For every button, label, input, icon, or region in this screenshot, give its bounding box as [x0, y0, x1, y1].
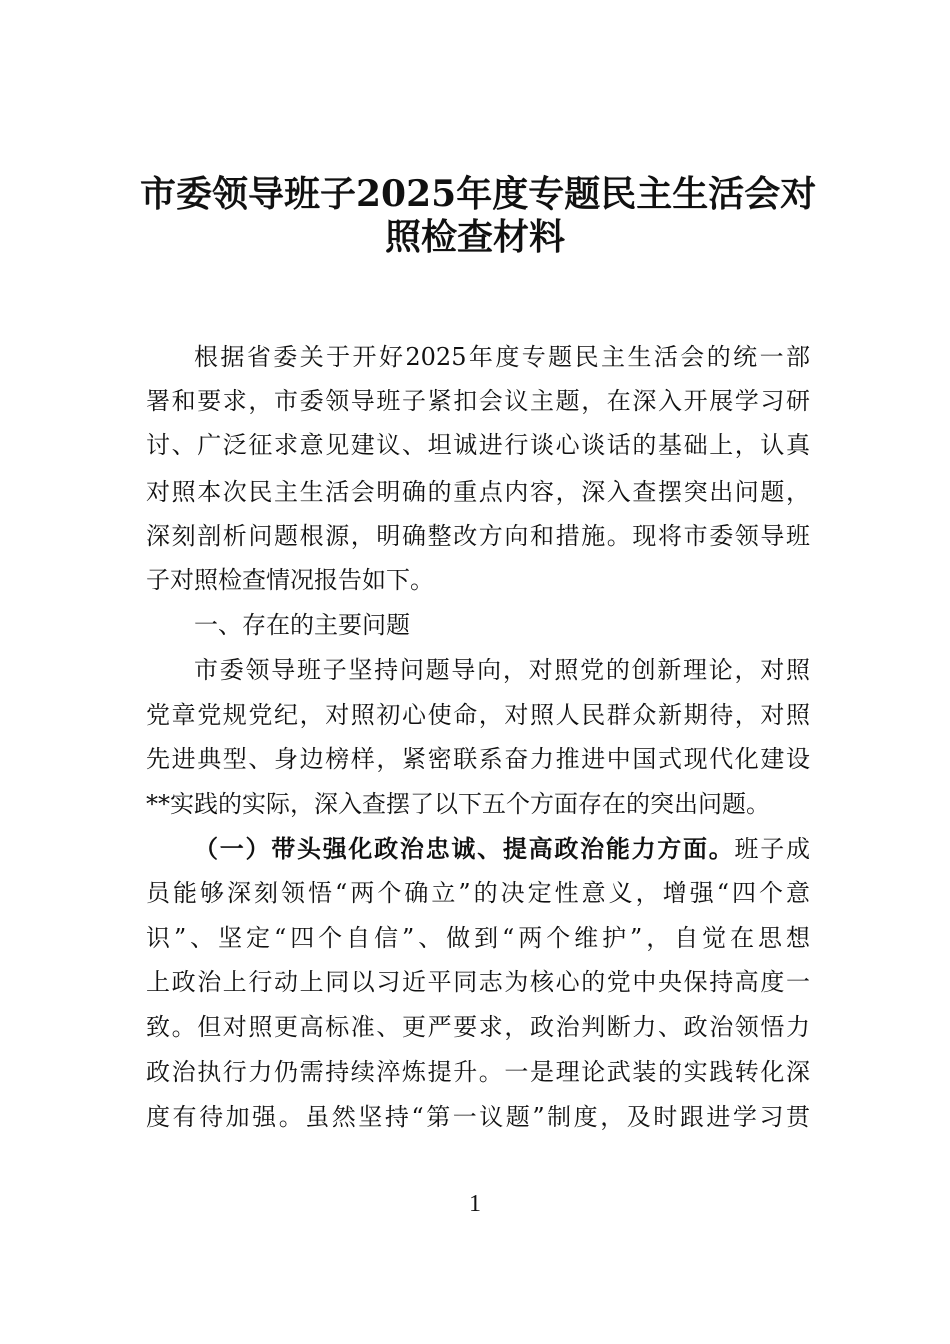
paragraph-3-line-2: 员能够深刻领悟“两个确立”的决定性意义，增强“四个意	[146, 879, 810, 907]
paragraph-1-line-2: 署和要求，市委领导班子紧扣会议主题，在深入开展学习研	[146, 387, 810, 415]
subsection-heading-1: （一）带头强化政治忠诚、提高政治能力方面。	[194, 835, 735, 863]
paragraph-1-line-5: 深刻剖析问题根源，明确整改方向和措施。现将市委领导班	[146, 522, 810, 550]
paragraph-3-line-6: 政治执行力仍需持续淬炼提升。一是理论武装的实践转化深	[146, 1058, 810, 1086]
paragraph-2-line-3: 先进典型、身边榜样，紧密联系奋力推进中国式现代化建设	[146, 745, 810, 773]
paragraph-1-line-3: 讨、广泛征求意见建议、坦诚进行谈心谈话的基础上，认真	[146, 431, 810, 459]
paragraph-3-line-3: 识”、坚定“四个自信”、做到“两个维护”，自觉在思想	[146, 924, 810, 952]
document-title-line-2: 照检查材料	[384, 216, 565, 258]
paragraph-3-line-5: 致。但对照更高标准、更严要求，政治判断力、政治领悟力	[146, 1013, 810, 1041]
paragraph-1-line-6: 子对照检查情况报告如下。	[146, 566, 434, 594]
paragraph-3-line-7: 度有待加强。虽然坚持“第一议题”制度，及时跟进学习贯	[146, 1103, 810, 1131]
paragraph-1-line-4: 对照本次民主生活会明确的重点内容，深入查摆突出问题，	[146, 478, 810, 506]
page-number: 1	[469, 1191, 481, 1217]
paragraph-3-line-1	[194, 835, 810, 863]
paragraph-1-line-1: 根据省委关于开好2025年度专题民主生活会的统一部	[194, 343, 810, 371]
section-heading-1: 一、存在的主要问题	[194, 611, 410, 639]
paragraph-3-line-4: 上政治上行动上同以习近平同志为核心的党中央保持高度一	[146, 968, 810, 996]
paragraph-3-line-1-rest: 班子成	[734, 835, 810, 863]
paragraph-2-line-4: **实践的实际，深入查摆了以下五个方面存在的突出问题。	[146, 790, 770, 818]
document-title-line-1: 市委领导班子2025年度专题民主生活会对	[140, 173, 817, 215]
paragraph-2-line-1: 市委领导班子坚持问题导向，对照党的创新理论，对照	[194, 656, 810, 684]
paragraph-2-line-2: 党章党规党纪，对照初心使命，对照人民群众新期待，对照	[146, 701, 810, 729]
